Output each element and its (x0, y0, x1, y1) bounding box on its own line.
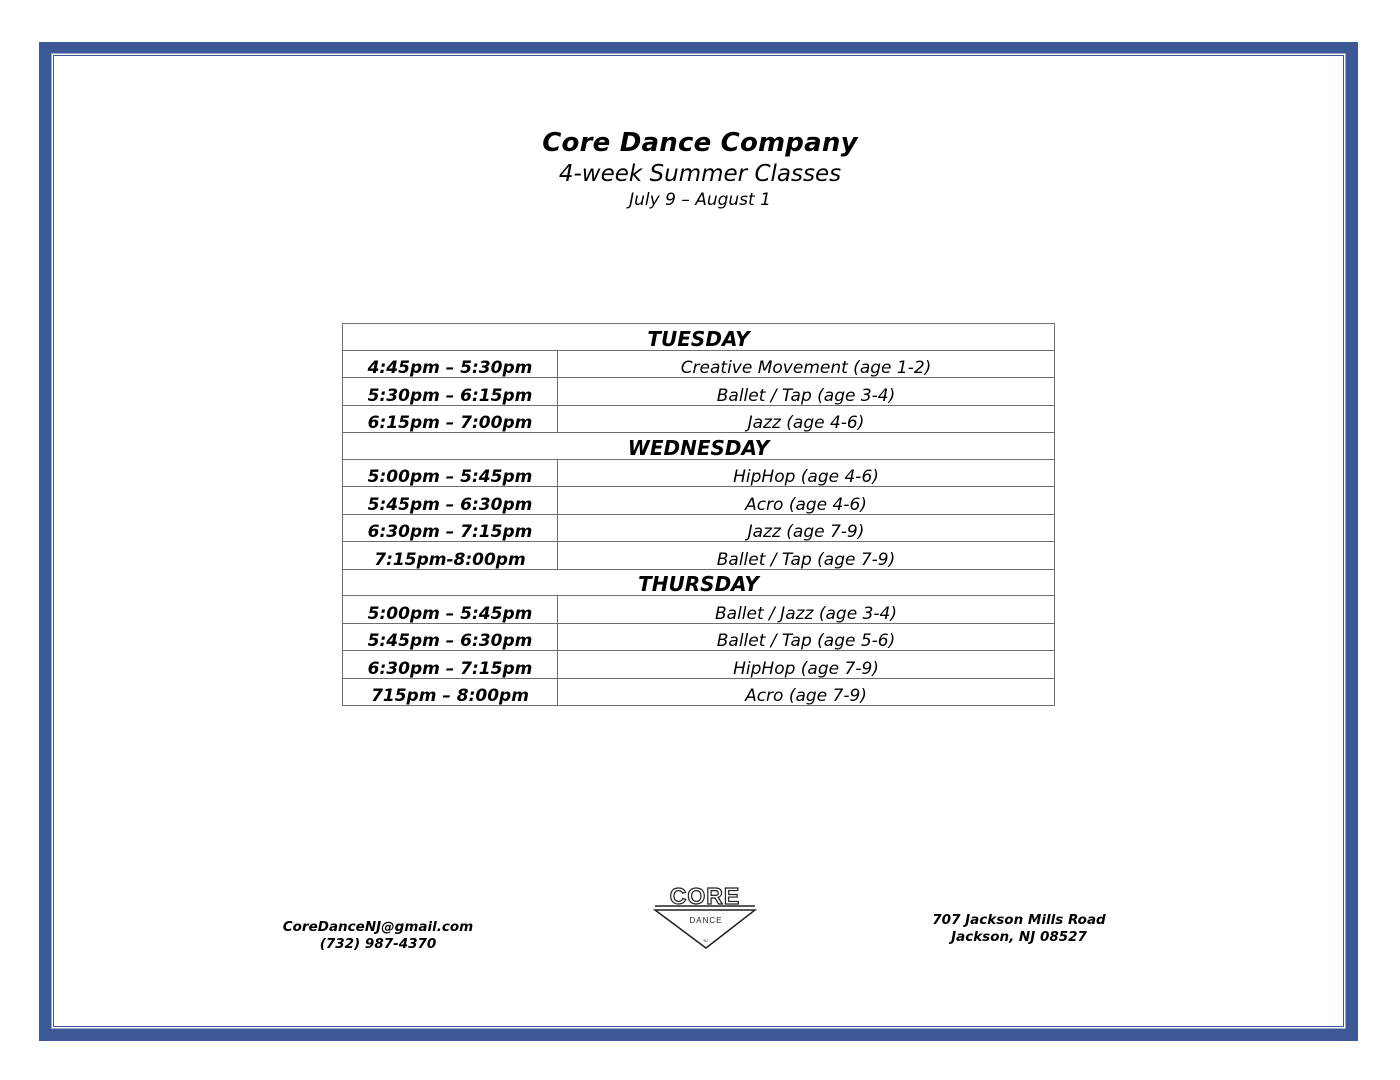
class-time: 6:15pm – 7:00pm (343, 405, 558, 433)
class-name: HipHop (age 7-9) (558, 651, 1055, 679)
class-time: 5:00pm – 5:45pm (343, 459, 558, 487)
company-name: Core Dance Company (542, 128, 858, 158)
class-name: Creative Movement (age 1-2) (558, 350, 1055, 378)
day-heading: WEDNESDAY (343, 433, 1055, 460)
table-row (343, 651, 1055, 679)
table-row (343, 623, 1055, 651)
session-dates: July 9 – August 1 (629, 190, 771, 210)
logo-word: CORE (669, 884, 741, 909)
day-row (343, 433, 1055, 460)
table-row (343, 350, 1055, 378)
day-row (343, 569, 1055, 596)
table-row (343, 542, 1055, 570)
contact-info (262, 919, 494, 953)
class-name: Ballet / Jazz (age 3-4) (558, 596, 1055, 624)
class-name: Ballet / Tap (age 7-9) (558, 542, 1055, 570)
day-heading: THURSDAY (343, 569, 1055, 596)
class-time: 6:30pm – 7:15pm (343, 514, 558, 542)
table-row (343, 405, 1055, 433)
schedule-subtitle: 4-week Summer Classes (558, 161, 842, 187)
address-line-1: 707 Jackson Mills Road (932, 912, 1106, 928)
class-schedule-table (342, 323, 1055, 706)
class-name: Jazz (age 4-6) (558, 405, 1055, 433)
table-row (343, 487, 1055, 515)
table-row (343, 514, 1055, 542)
class-time: 5:45pm – 6:30pm (343, 623, 558, 651)
core-dance-logo (650, 884, 760, 954)
class-time: 715pm – 8:00pm (343, 678, 558, 706)
logo-subword: DANCE (689, 916, 723, 925)
day-heading: TUESDAY (343, 324, 1055, 351)
email-text: CoreDanceNJ@gmail.com (282, 919, 474, 935)
table-row (343, 678, 1055, 706)
class-name: Jazz (age 7-9) (558, 514, 1055, 542)
class-name: Ballet / Tap (age 3-4) (558, 378, 1055, 406)
class-name: Ballet / Tap (age 5-6) (558, 623, 1055, 651)
address-line-2: Jackson, NJ 08527 (951, 929, 1087, 945)
class-time: 7:15pm-8:00pm (343, 542, 558, 570)
document-header (0, 126, 1400, 212)
day-row (343, 324, 1055, 351)
class-time: 5:45pm – 6:30pm (343, 487, 558, 515)
phone-text: (732) 987-4370 (319, 936, 437, 952)
class-time: 5:00pm – 5:45pm (343, 596, 558, 624)
class-time: 4:45pm – 5:30pm (343, 350, 558, 378)
class-time: 5:30pm – 6:15pm (343, 378, 558, 406)
class-time: 6:30pm – 7:15pm (343, 651, 558, 679)
table-row (343, 596, 1055, 624)
address-info (903, 912, 1135, 946)
table-row (343, 378, 1055, 406)
logo-mark: NJ (703, 938, 709, 943)
class-name: Acro (age 7-9) (558, 678, 1055, 706)
table-row (343, 459, 1055, 487)
class-name: Acro (age 4-6) (558, 487, 1055, 515)
class-name: HipHop (age 4-6) (558, 459, 1055, 487)
